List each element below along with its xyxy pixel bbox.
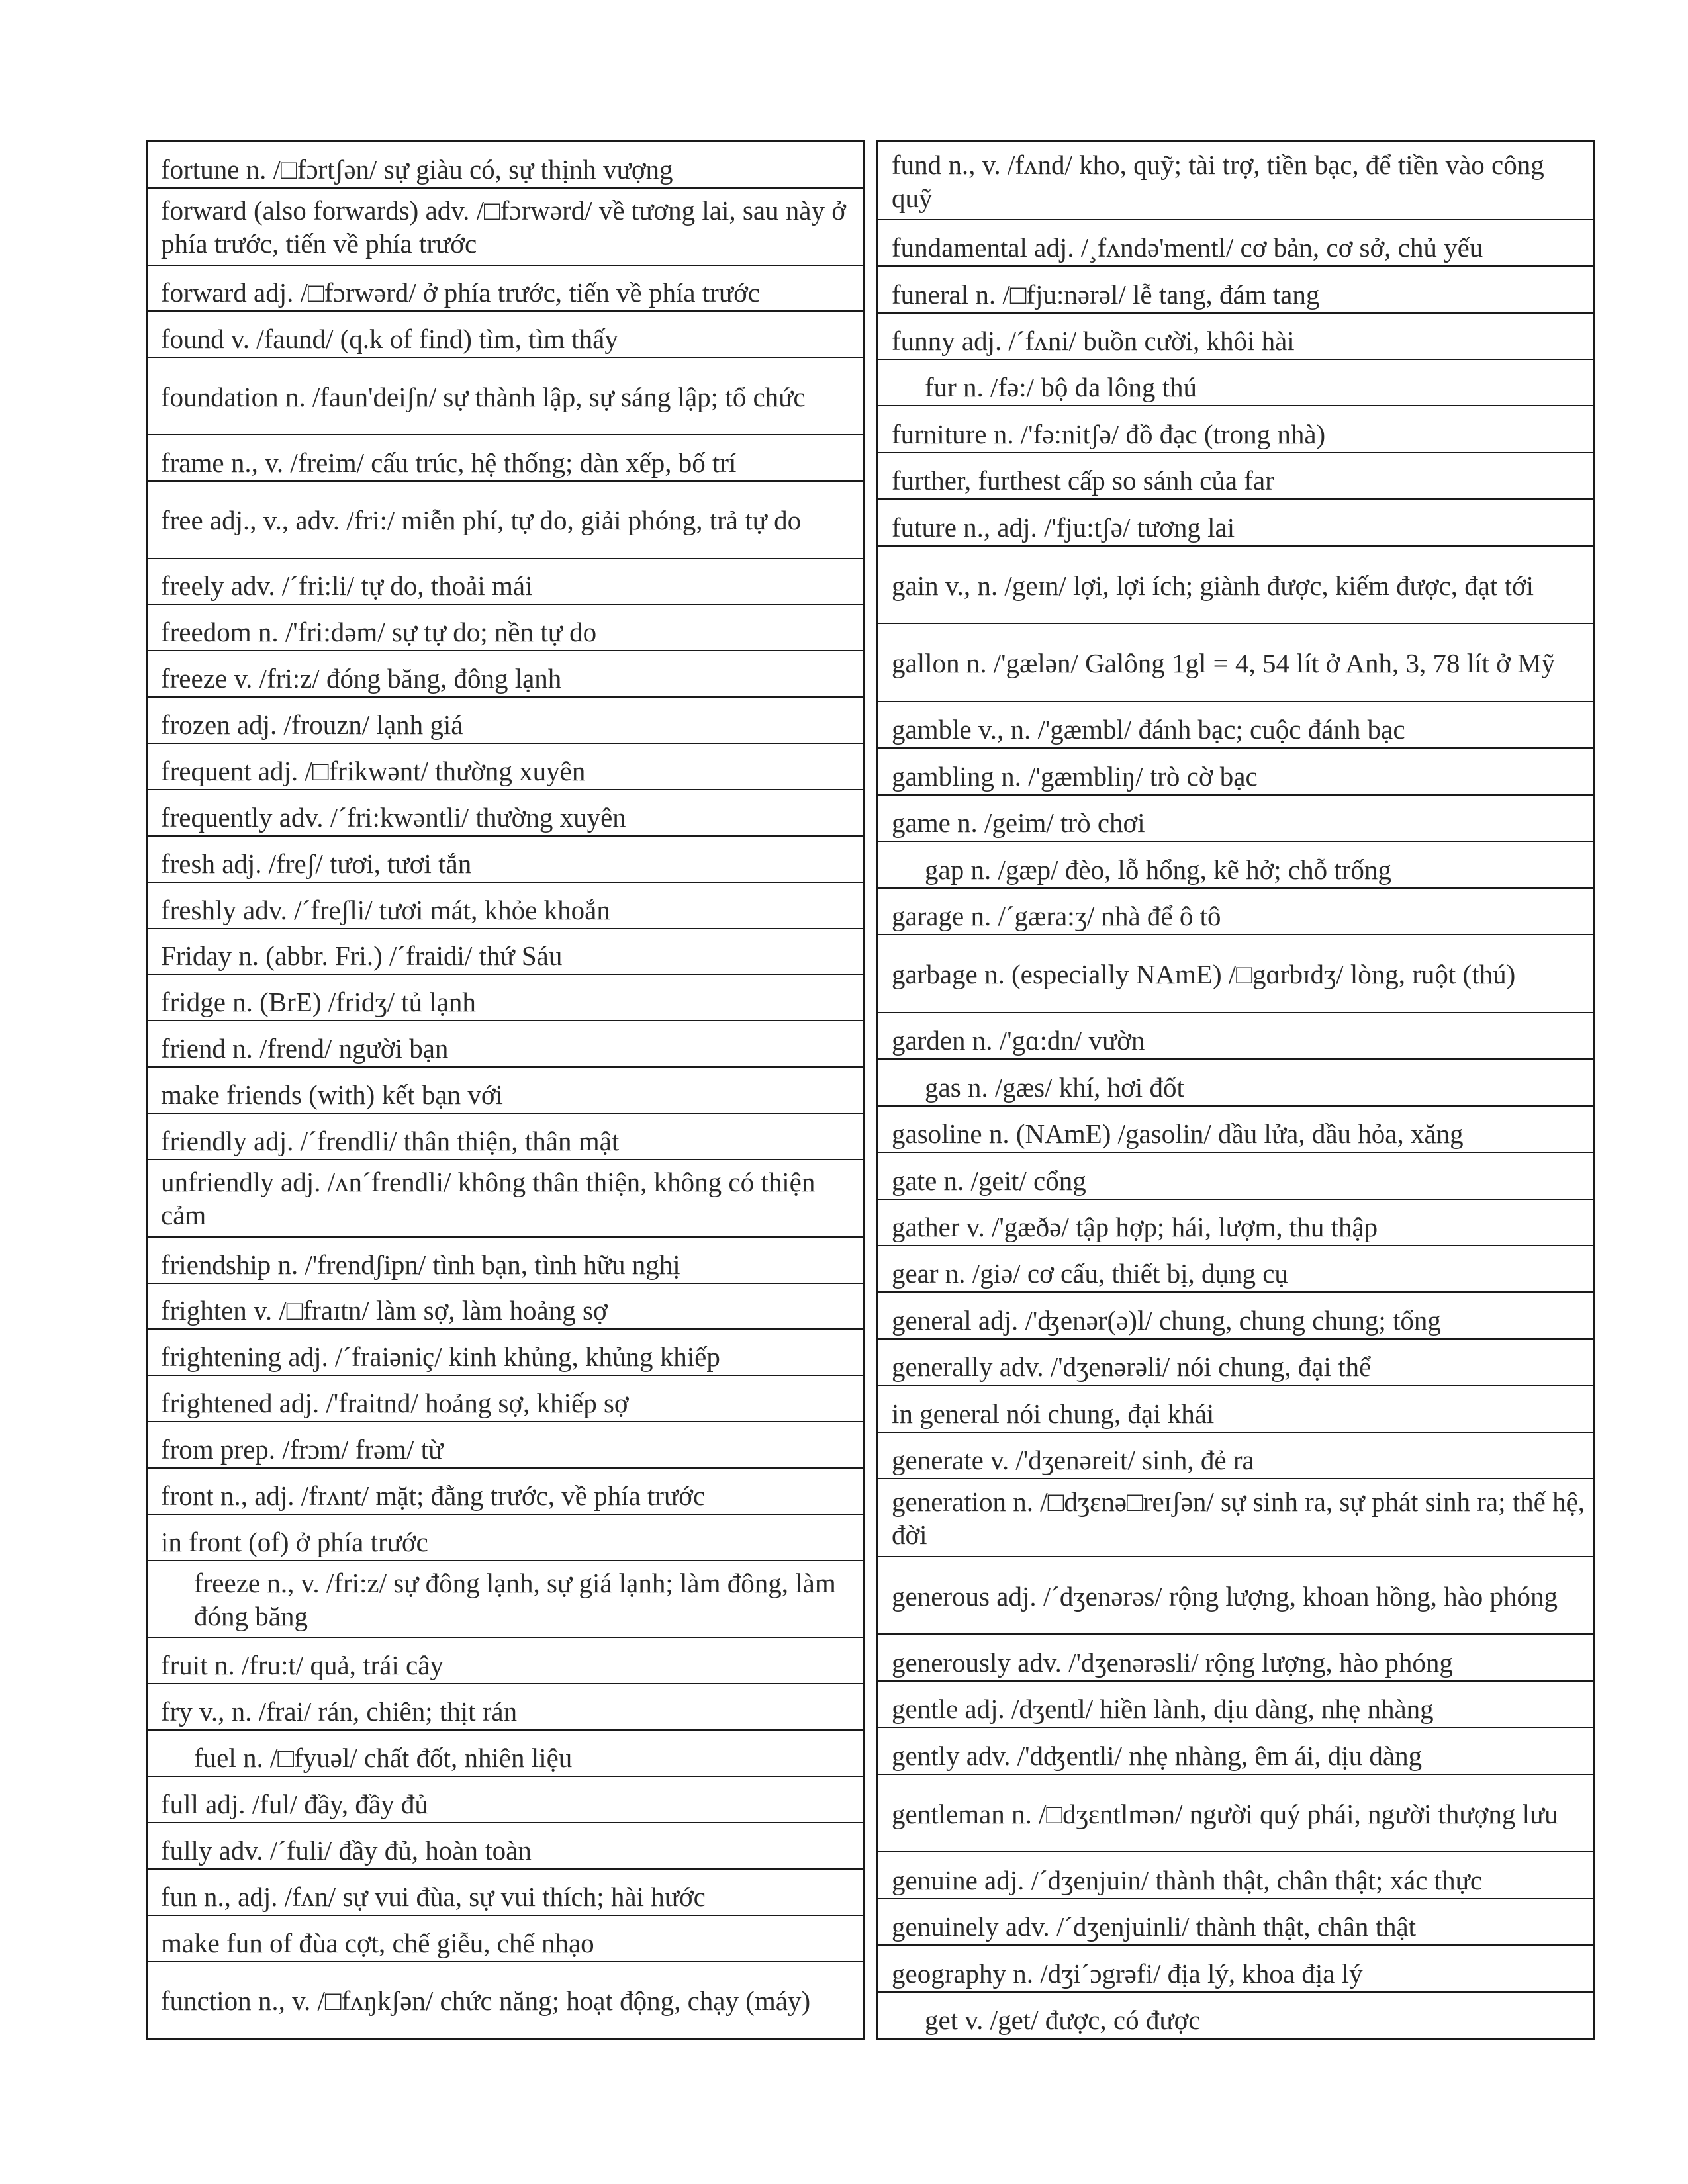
entry-row xyxy=(878,1153,1593,1199)
entry-row xyxy=(148,790,863,837)
entry-text: unfriendly adj. /ʌn´frendli/ không thân thiện, không có thiện cảm xyxy=(161,1167,816,1231)
entry-text: freeze v. /fri:z/ đóng băng, đông lạnh xyxy=(161,663,562,694)
entry-text: full adj. /ful/ đầy, đầy đủ xyxy=(161,1788,428,1819)
vocabulary-table-left xyxy=(146,140,865,2040)
entry-text: gasoline n. (NAmE) /gasolin/ dầu lửa, dầu hỏa, xăng xyxy=(892,1118,1464,1150)
entry-row xyxy=(878,842,1593,888)
entry-row xyxy=(878,1728,1593,1774)
entry-row xyxy=(148,266,863,312)
entry-row xyxy=(148,189,863,266)
entry-text: genuinely adv. /´dʒenjuinli/ thành thật, chân thật xyxy=(892,1911,1417,1942)
entry-row xyxy=(148,1916,863,1962)
entry-row xyxy=(878,360,1593,406)
entry-row xyxy=(878,935,1593,1013)
entry-text: gallon n. /'gælən/ Galông 1gl = 4, 54 lít ở Anh, 3, 78 lít ở Mỹ xyxy=(892,648,1556,679)
entry-text: free adj., v., adv. /fri:/ miễn phí, tự do, giải phóng, trả tự do xyxy=(161,505,802,536)
entry-row xyxy=(878,1635,1593,1681)
entry-text: generously adv. /'dʒenərəsli/ rộng lượng, hào phóng xyxy=(892,1647,1453,1678)
entry-row xyxy=(148,312,863,358)
entry-text: from prep. /frɔm/ frəm/ từ xyxy=(161,1434,444,1465)
entry-text: friendship n. /'frendʃipn/ tình bạn, tình hữu nghị xyxy=(161,1249,680,1280)
entry-row xyxy=(148,1238,863,1284)
entry-row xyxy=(878,267,1593,313)
entry-text: fundamental adj. /¸fʌndə'mentl/ cơ bản, cơ sở, chủ yếu xyxy=(892,232,1483,263)
entry-text: genuine adj. /´dʒenjuin/ thành thật, chân thật; xác thực xyxy=(892,1864,1483,1895)
entry-row xyxy=(148,1962,863,2038)
entry-row xyxy=(148,651,863,698)
entry-text: fry v., n. /frai/ rán, chiên; thịt rán xyxy=(161,1696,518,1727)
entry-text: fuel n. /□fyuəl/ chất đốt, nhiên liệu xyxy=(194,1743,573,1774)
entry-text: frequently adv. /´fri:kwəntli/ thường xuyên xyxy=(161,801,626,833)
entry-text: friend n. /frend/ người bạn xyxy=(161,1033,449,1064)
entry-row xyxy=(148,605,863,651)
entry-row xyxy=(878,1060,1593,1106)
entry-row xyxy=(148,929,863,976)
entry-row xyxy=(148,1422,863,1469)
entry-row xyxy=(878,500,1593,546)
entry-text: frightening adj. /´fraiəniç/ kinh khủng, khủng khiếp xyxy=(161,1342,720,1373)
entry-row xyxy=(148,1515,863,1561)
entry-text: fur n. /fə:/ bộ da lông thú xyxy=(925,372,1197,403)
entry-text: gather v. /'gæðə/ tập hợp; hái, lượm, thu thập xyxy=(892,1211,1378,1242)
entry-text: fridge n. (BrE) /fridʒ/ tủ lạnh xyxy=(161,987,476,1018)
vocabulary-table-right xyxy=(876,140,1595,2040)
entry-row xyxy=(148,698,863,744)
entry-row xyxy=(878,796,1593,842)
entry-text: forward adj. /□fɔrwərd/ ở phía trước, tiến về phía trước xyxy=(161,277,760,308)
entry-row xyxy=(148,744,863,790)
entry-row xyxy=(148,1068,863,1114)
entry-text: foundation n. /faun'deiʃn/ sự thành lập, sự sáng lập; tổ chức xyxy=(161,381,806,412)
entry-text: funeral n. /□fju:nərəl/ lễ tang, đám tang xyxy=(892,279,1320,310)
entry-text: fortune n. /□fɔrtʃən/ sự giàu có, sự thịnh vượng xyxy=(161,154,673,185)
entry-row xyxy=(878,1386,1593,1432)
entry-text: freedom n. /'fri:dəm/ sự tự do; nền tự do xyxy=(161,617,597,648)
entry-row xyxy=(148,482,863,559)
entry-row xyxy=(878,1993,1593,2038)
entry-text: in front (of) ở phía trước xyxy=(161,1526,428,1557)
entry-text: make fun of đùa cợt, chế giễu, chế nhạo xyxy=(161,1927,594,1958)
entry-text: garbage n. (especially NAmE) /□gɑrbɪdʒ/ lòng, ruột (thú) xyxy=(892,958,1516,989)
entry-row xyxy=(878,1682,1593,1728)
entry-text: fresh adj. /freʃ/ tươi, tươi tắn xyxy=(161,848,472,879)
entry-text: funny adj. /´fʌni/ buồn cười, khôi hài xyxy=(892,325,1295,356)
entry-row xyxy=(148,837,863,883)
entry-row xyxy=(148,975,863,1021)
entry-row xyxy=(878,1946,1593,1992)
entry-row xyxy=(878,624,1593,702)
entry-text: geography n. /dʒi´ɔgrəfi/ địa lý, khoa địa lý xyxy=(892,1958,1363,1989)
entry-text: freeze n., v. /fri:z/ sự đông lạnh, sự giá lạnh; làm đông, làm đóng băng xyxy=(194,1568,836,1632)
entry-text: gate n. /geit/ cổng xyxy=(892,1165,1086,1196)
entry-text: generate v. /'dʒenəreit/ sinh, đẻ ra xyxy=(892,1445,1254,1476)
entry-text: function n., v. /□fʌŋkʃən/ chức năng; hoạt động, chạy (máy) xyxy=(161,1985,811,2016)
entry-row xyxy=(148,1376,863,1422)
entry-row xyxy=(148,1114,863,1160)
entry-text: furniture n. /'fə:nitʃə/ đồ đạc (trong nhà) xyxy=(892,418,1326,449)
entry-row xyxy=(878,1479,1593,1557)
entry-text: gamble v., n. /'gæmbl/ đánh bạc; cuộc đánh bạc xyxy=(892,714,1405,745)
entry-row xyxy=(148,1469,863,1515)
entry-text: front n., adj. /frʌnt/ mặt; đằng trước, về phía trước xyxy=(161,1480,706,1511)
entry-row xyxy=(878,1293,1593,1339)
entry-text: garage n. /´gæra:ʒ/ nhà để ô tô xyxy=(892,901,1221,932)
entry-row xyxy=(878,142,1593,220)
entry-text: found v. /faund/ (q.k of find) tìm, tìm thấy xyxy=(161,324,618,355)
entry-text: generation n. /□dʒɛnə□reɪʃən/ sự sinh ra, sự phát sinh ra; thế hệ, đời xyxy=(892,1486,1585,1550)
entry-row xyxy=(878,749,1593,795)
entry-row xyxy=(878,314,1593,360)
entry-text: gently adv. /'dʤentli/ nhẹ nhàng, êm ái, dịu dàng xyxy=(892,1740,1423,1771)
entry-text: gear n. /giə/ cơ cấu, thiết bị, dụng cụ xyxy=(892,1258,1288,1289)
entry-row xyxy=(878,1852,1593,1899)
entry-row xyxy=(148,1870,863,1916)
entry-row xyxy=(148,1160,863,1238)
entry-row xyxy=(148,1021,863,1068)
entry-text: frightened adj. /'fraitnd/ hoảng sợ, khiếp sợ xyxy=(161,1388,629,1419)
entry-row xyxy=(148,1330,863,1376)
entry-text: make friends (with) kết bạn với xyxy=(161,1079,503,1111)
entry-row xyxy=(148,435,863,482)
entry-row xyxy=(148,1638,863,1684)
entry-text: gas n. /gæs/ khí, hơi đốt xyxy=(925,1071,1184,1103)
entry-text: fruit n. /fru:t/ quả, trái cây xyxy=(161,1650,444,1681)
entry-row xyxy=(878,1340,1593,1386)
entry-text: frequent adj. /□frikwənt/ thường xuyên xyxy=(161,755,586,786)
entry-text: frame n., v. /freim/ cấu trúc, hệ thống; dàn xếp, bố trí xyxy=(161,447,737,478)
entry-row xyxy=(148,1561,863,1639)
entry-text: gentleman n. /□dʒɛntlmən/ người quý phái, người thượng lưu xyxy=(892,1798,1558,1829)
entry-text: forward (also forwards) adv. /□fɔrwərd/ về tương lai, sau này ở phía trước, tiến về phía trước xyxy=(161,195,846,259)
entry-text: garden n. /'gɑ:dn/ vườn xyxy=(892,1025,1145,1056)
entry-row xyxy=(148,358,863,435)
entry-row xyxy=(878,1246,1593,1293)
entry-text: fully adv. /´fuli/ đầy đủ, hoàn toàn xyxy=(161,1835,532,1866)
entry-text: game n. /geim/ trò chơi xyxy=(892,807,1145,839)
entry-row xyxy=(148,1731,863,1777)
entry-row xyxy=(878,1107,1593,1153)
entry-text: in general nói chung, đại khái xyxy=(892,1398,1215,1429)
entry-row xyxy=(148,1684,863,1731)
entry-text: freshly adv. /´freʃli/ tươi mát, khỏe khoắn xyxy=(161,894,610,925)
entry-row xyxy=(148,559,863,606)
entry-text: gambling n. /'gæmbliŋ/ trò cờ bạc xyxy=(892,760,1258,792)
entry-text: frighten v. /□fraɪtn/ làm sợ, làm hoảng sợ xyxy=(161,1295,608,1326)
entry-text: fun n., adj. /fʌn/ sự vui đùa, sự vui thích; hài hước xyxy=(161,1881,706,1912)
entry-row xyxy=(878,220,1593,267)
entry-row xyxy=(878,1200,1593,1246)
entry-text: gain v., n. /geɪn/ lợi, lợi ích; giành được, kiếm được, đạt tới xyxy=(892,570,1534,601)
entry-row xyxy=(878,1433,1593,1479)
entry-row xyxy=(148,883,863,929)
entry-row xyxy=(148,1823,863,1870)
entry-text: generous adj. /´dʒenərəs/ rộng lượng, khoan hồng, hào phóng xyxy=(892,1580,1558,1612)
entry-row xyxy=(148,1777,863,1823)
entry-row xyxy=(878,1557,1593,1635)
entry-text: general adj. /'ʤenər(ə)l/ chung, chung chung; tổng xyxy=(892,1304,1441,1336)
entry-text: get v. /get/ được, có được xyxy=(925,2005,1201,2036)
entry-text: generally adv. /'dʒenərəli/ nói chung, đại thể xyxy=(892,1351,1372,1383)
entry-row xyxy=(878,453,1593,500)
entry-text: further, furthest cấp so sánh của far xyxy=(892,465,1274,496)
entry-text: gentle adj. /dʒentl/ hiền lành, dịu dàng, nhẹ nhàng xyxy=(892,1694,1434,1725)
entry-text: friendly adj. /´frendli/ thân thiện, thân mật xyxy=(161,1125,620,1156)
entry-row xyxy=(148,142,863,189)
entry-text: freely adv. /´fri:li/ tự do, thoải mái xyxy=(161,570,533,602)
entry-row xyxy=(878,1013,1593,1060)
entry-row xyxy=(878,1899,1593,1946)
entry-text: frozen adj. /frouzn/ lạnh giá xyxy=(161,709,463,741)
entry-row xyxy=(878,702,1593,749)
entry-row xyxy=(878,889,1593,935)
entry-row xyxy=(878,406,1593,453)
entry-text: Friday n. (abbr. Fri.) /´fraidi/ thứ Sáu xyxy=(161,940,563,972)
entry-row xyxy=(878,1775,1593,1853)
entry-text: fund n., v. /fʌnd/ kho, quỹ; tài trợ, tiền bạc, để tiền vào công quỹ xyxy=(892,149,1544,213)
entry-row xyxy=(148,1284,863,1330)
entry-row xyxy=(878,547,1593,625)
entry-text: future n., adj. /'fju:tʃə/ tương lai xyxy=(892,512,1235,543)
entry-text: gap n. /gæp/ đèo, lỗ hổng, kẽ hở; chỗ trống xyxy=(925,854,1391,885)
